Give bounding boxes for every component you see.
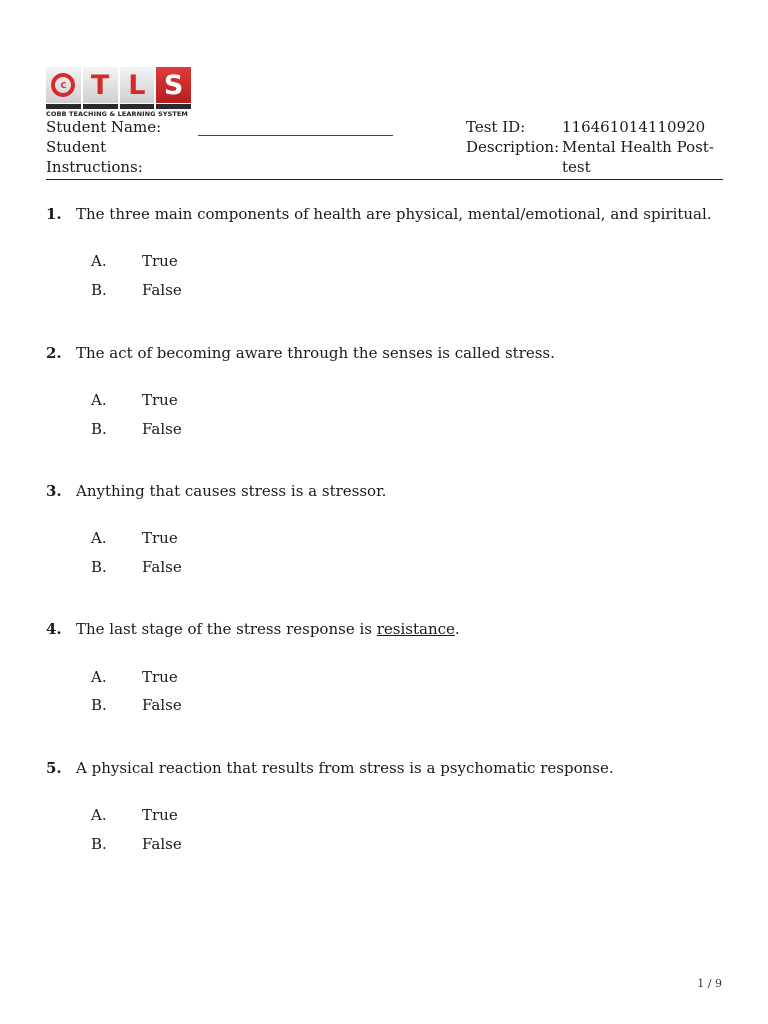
option-text: False — [142, 558, 182, 576]
logo-c-tile — [46, 67, 81, 103]
option-b[interactable] — [91, 695, 182, 715]
test-id-value: 116461014110920 — [562, 118, 706, 136]
question-number: 3. — [46, 482, 62, 500]
option-text: False — [142, 281, 182, 299]
option-text: False — [142, 835, 182, 853]
option-b[interactable] — [91, 557, 182, 577]
question-2 — [46, 343, 726, 438]
logo-tagline: COBB TEACHING & LEARNING SYSTEM — [46, 110, 188, 118]
ctls-logo — [46, 67, 191, 117]
option-letter: B. — [91, 835, 107, 853]
question-3 — [46, 481, 726, 576]
header-divider — [46, 179, 723, 180]
option-letter: B. — [91, 696, 107, 714]
question-text: Anything that causes stress is a stressor. — [76, 482, 387, 500]
option-a[interactable] — [91, 251, 178, 271]
page-indicator: 1 / 9 — [697, 977, 722, 990]
option-a[interactable] — [91, 528, 178, 548]
question-text: The act of becoming aware through the senses is called stress. — [76, 344, 555, 362]
student-instructions-label-line2: Instructions: — [46, 158, 143, 176]
option-letter: A. — [91, 668, 107, 686]
option-letter: B. — [91, 558, 107, 576]
option-letter: B. — [91, 281, 107, 299]
option-text: True — [142, 668, 178, 686]
question-5 — [46, 758, 726, 853]
option-b[interactable] — [91, 419, 182, 439]
question-text: A physical reaction that results from stress is a psychomatic response. — [76, 759, 614, 777]
option-letter: A. — [91, 391, 107, 409]
option-b[interactable] — [91, 834, 182, 854]
description-label: Description: — [466, 138, 560, 156]
option-a[interactable] — [91, 390, 178, 410]
question-1 — [46, 204, 726, 299]
student-name-field[interactable] — [198, 135, 393, 136]
option-text: True — [142, 529, 178, 547]
option-letter: A. — [91, 529, 107, 547]
question-number: 1. — [46, 205, 62, 223]
option-letter: B. — [91, 420, 107, 438]
option-letter: A. — [91, 252, 107, 270]
question-text: The three main components of health are physical, mental/emotional, and spiritual. — [76, 205, 712, 223]
question-4 — [46, 619, 726, 714]
logo-t-tile: T — [83, 67, 118, 103]
option-text: True — [142, 806, 178, 824]
logo-s-tile: S — [156, 67, 191, 103]
option-a[interactable] — [91, 667, 178, 687]
question-text: The last stage of the stress response is resistance. — [76, 620, 460, 638]
option-text: False — [142, 696, 182, 714]
underlined-term: resistance — [376, 620, 455, 638]
test-id-label: Test ID: — [466, 118, 526, 136]
question-number: 4. — [46, 620, 62, 638]
option-a[interactable] — [91, 805, 178, 825]
student-name-label: Student Name: — [46, 118, 162, 136]
description-value: Mental Health Post-test — [562, 138, 714, 176]
question-number: 5. — [46, 759, 62, 777]
cobb-c-ring-icon: C — [51, 73, 75, 97]
option-b[interactable] — [91, 280, 182, 300]
question-number: 2. — [46, 344, 62, 362]
option-letter: A. — [91, 806, 107, 824]
student-instructions-label-line1: Student — [46, 138, 107, 156]
option-text: True — [142, 252, 178, 270]
option-text: True — [142, 391, 178, 409]
option-text: False — [142, 420, 182, 438]
logo-l-tile: L — [120, 67, 155, 103]
